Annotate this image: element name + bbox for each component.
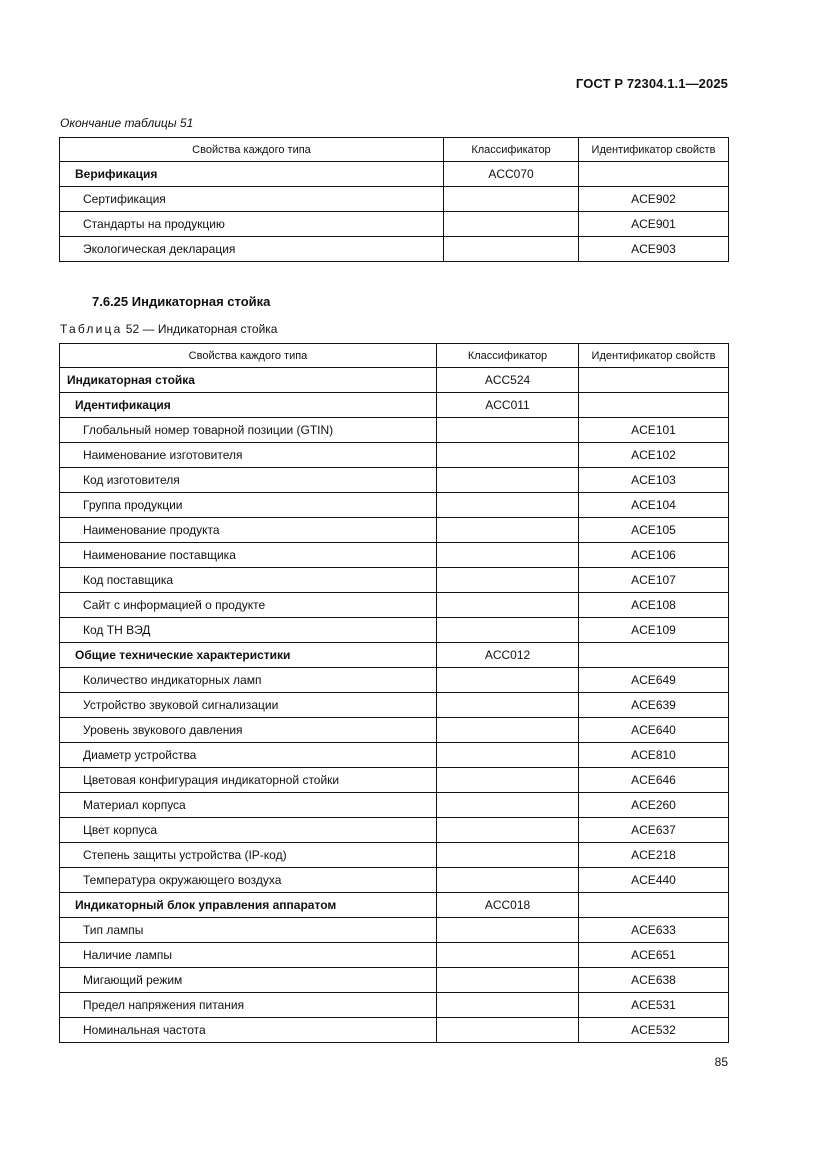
classifier-cell [437, 568, 579, 593]
property-name-cell: Устройство звуковой сигнализации [60, 693, 437, 718]
identifier-cell: ACE108 [579, 593, 729, 618]
table-row [60, 643, 729, 668]
property-name-cell: Степень защиты устройства (IP-код) [60, 843, 437, 868]
table-row [60, 368, 729, 393]
table-row [60, 768, 729, 793]
classifier-cell [437, 993, 579, 1018]
property-name-cell: Код поставщика [60, 568, 437, 593]
classifier-cell [437, 868, 579, 893]
table-row [60, 518, 729, 543]
property-name-cell: Наименование поставщика [60, 543, 437, 568]
property-name-cell: Цвет корпуса [60, 818, 437, 843]
property-name-cell: Сертификация [60, 187, 444, 212]
identifier-cell: ACE105 [579, 518, 729, 543]
table-row [60, 212, 729, 237]
table-row [60, 818, 729, 843]
property-name-cell: Мигающий режим [60, 968, 437, 993]
classifier-cell [437, 593, 579, 618]
table-row [60, 418, 729, 443]
classifier-cell [444, 187, 579, 212]
table-52 [59, 343, 729, 1043]
classifier-cell [444, 237, 579, 262]
identifier-cell: ACE810 [579, 743, 729, 768]
classifier-cell [437, 518, 579, 543]
identifier-cell: ACE531 [579, 993, 729, 1018]
table-row [60, 918, 729, 943]
classifier-cell [437, 768, 579, 793]
property-name-cell: Уровень звукового давления [60, 718, 437, 743]
identifier-cell: ACE638 [579, 968, 729, 993]
identifier-cell: ACE103 [579, 468, 729, 493]
page-number: 85 [714, 1055, 728, 1069]
property-name-cell: Количество индикаторных ламп [60, 668, 437, 693]
classifier-cell: ACC018 [437, 893, 579, 918]
table-row [60, 718, 729, 743]
property-name-cell: Наименование продукта [60, 518, 437, 543]
column-header-properties: Свойства каждого типа [60, 344, 437, 368]
classifier-cell [437, 718, 579, 743]
section-heading: 7.6.25 Индикаторная стойка [92, 294, 271, 309]
table-row [60, 593, 729, 618]
table-row [60, 968, 729, 993]
table-title-text: 52 — Индикаторная стойка [125, 322, 278, 336]
property-name-cell: Глобальный номер товарной позиции (GTIN) [60, 418, 437, 443]
property-name-cell: Идентификация [60, 393, 437, 418]
classifier-cell [437, 693, 579, 718]
property-name-cell: Предел напряжения питания [60, 993, 437, 1018]
column-header-identifier: Идентификатор свойств [579, 344, 729, 368]
table-row [60, 237, 729, 262]
table-row [60, 668, 729, 693]
identifier-cell: ACE903 [579, 237, 729, 262]
table-row [60, 493, 729, 518]
identifier-cell: ACE106 [579, 543, 729, 568]
classifier-cell [437, 918, 579, 943]
property-name-cell: Код ТН ВЭД [60, 618, 437, 643]
table-51 [59, 137, 729, 262]
identifier-cell: ACE107 [579, 568, 729, 593]
table-header-row [60, 344, 729, 368]
classifier-cell [437, 493, 579, 518]
identifier-cell: ACE633 [579, 918, 729, 943]
classifier-cell [437, 443, 579, 468]
classifier-cell: ACC012 [437, 643, 579, 668]
classifier-cell [437, 843, 579, 868]
property-name-cell: Стандарты на продукцию [60, 212, 444, 237]
classifier-cell [437, 793, 579, 818]
table-row [60, 743, 729, 768]
table-row [60, 468, 729, 493]
classifier-cell [437, 743, 579, 768]
identifier-cell [579, 393, 729, 418]
table-label: Таблица [60, 322, 123, 336]
table-row [60, 868, 729, 893]
property-name-cell: Группа продукции [60, 493, 437, 518]
identifier-cell: ACE218 [579, 843, 729, 868]
table-row [60, 793, 729, 818]
identifier-cell: ACE637 [579, 818, 729, 843]
identifier-cell [579, 368, 729, 393]
identifier-cell: ACE104 [579, 493, 729, 518]
property-name-cell: Экологическая декларация [60, 237, 444, 262]
identifier-cell [579, 893, 729, 918]
identifier-cell: ACE109 [579, 618, 729, 643]
classifier-cell [437, 618, 579, 643]
column-header-properties: Свойства каждого типа [60, 138, 444, 162]
column-header-classifier: Классификатор [437, 344, 579, 368]
property-name-cell: Индикаторная стойка [60, 368, 437, 393]
table-row [60, 187, 729, 212]
classifier-cell: ACC011 [437, 393, 579, 418]
table-header-row [60, 138, 729, 162]
identifier-cell: ACE901 [579, 212, 729, 237]
classifier-cell [444, 212, 579, 237]
identifier-cell: ACE102 [579, 443, 729, 468]
table-row [60, 162, 729, 187]
property-name-cell: Номинальная частота [60, 1018, 437, 1043]
identifier-cell: ACE646 [579, 768, 729, 793]
identifier-cell: ACE101 [579, 418, 729, 443]
identifier-cell: ACE260 [579, 793, 729, 818]
property-name-cell: Диаметр устройства [60, 743, 437, 768]
identifier-cell: ACE532 [579, 1018, 729, 1043]
table-52-title [60, 322, 277, 336]
property-name-cell: Общие технические характеристики [60, 643, 437, 668]
identifier-cell: ACE639 [579, 693, 729, 718]
classifier-cell: ACC524 [437, 368, 579, 393]
table-row [60, 843, 729, 868]
identifier-cell [579, 162, 729, 187]
identifier-cell: ACE440 [579, 868, 729, 893]
property-name-cell: Наличие лампы [60, 943, 437, 968]
table-51-continuation-caption: Окончание таблицы 51 [60, 116, 194, 130]
property-name-cell: Цветовая конфигурация индикаторной стойки [60, 768, 437, 793]
classifier-cell [437, 818, 579, 843]
table-row [60, 693, 729, 718]
identifier-cell: ACE649 [579, 668, 729, 693]
property-name-cell: Тип лампы [60, 918, 437, 943]
property-name-cell: Верификация [60, 162, 444, 187]
classifier-cell [437, 468, 579, 493]
classifier-cell [437, 418, 579, 443]
identifier-cell: ACE640 [579, 718, 729, 743]
identifier-cell: ACE651 [579, 943, 729, 968]
table-row [60, 618, 729, 643]
table-row [60, 393, 729, 418]
property-name-cell: Наименование изготовителя [60, 443, 437, 468]
identifier-cell: ACE902 [579, 187, 729, 212]
classifier-cell [437, 543, 579, 568]
property-name-cell: Код изготовителя [60, 468, 437, 493]
table-row [60, 943, 729, 968]
property-name-cell: Материал корпуса [60, 793, 437, 818]
table-row [60, 893, 729, 918]
identifier-cell [579, 643, 729, 668]
table-row [60, 543, 729, 568]
property-name-cell: Сайт с информацией о продукте [60, 593, 437, 618]
property-name-cell: Индикаторный блок управления аппаратом [60, 893, 437, 918]
table-row [60, 993, 729, 1018]
column-header-classifier: Классификатор [444, 138, 579, 162]
classifier-cell: ACC070 [444, 162, 579, 187]
column-header-identifier: Идентификатор свойств [579, 138, 729, 162]
table-row [60, 443, 729, 468]
classifier-cell [437, 668, 579, 693]
document-standard-number: ГОСТ Р 72304.1.1—2025 [575, 76, 728, 91]
classifier-cell [437, 943, 579, 968]
classifier-cell [437, 968, 579, 993]
classifier-cell [437, 1018, 579, 1043]
table-row [60, 568, 729, 593]
table-row [60, 1018, 729, 1043]
property-name-cell: Температура окружающего воздуха [60, 868, 437, 893]
